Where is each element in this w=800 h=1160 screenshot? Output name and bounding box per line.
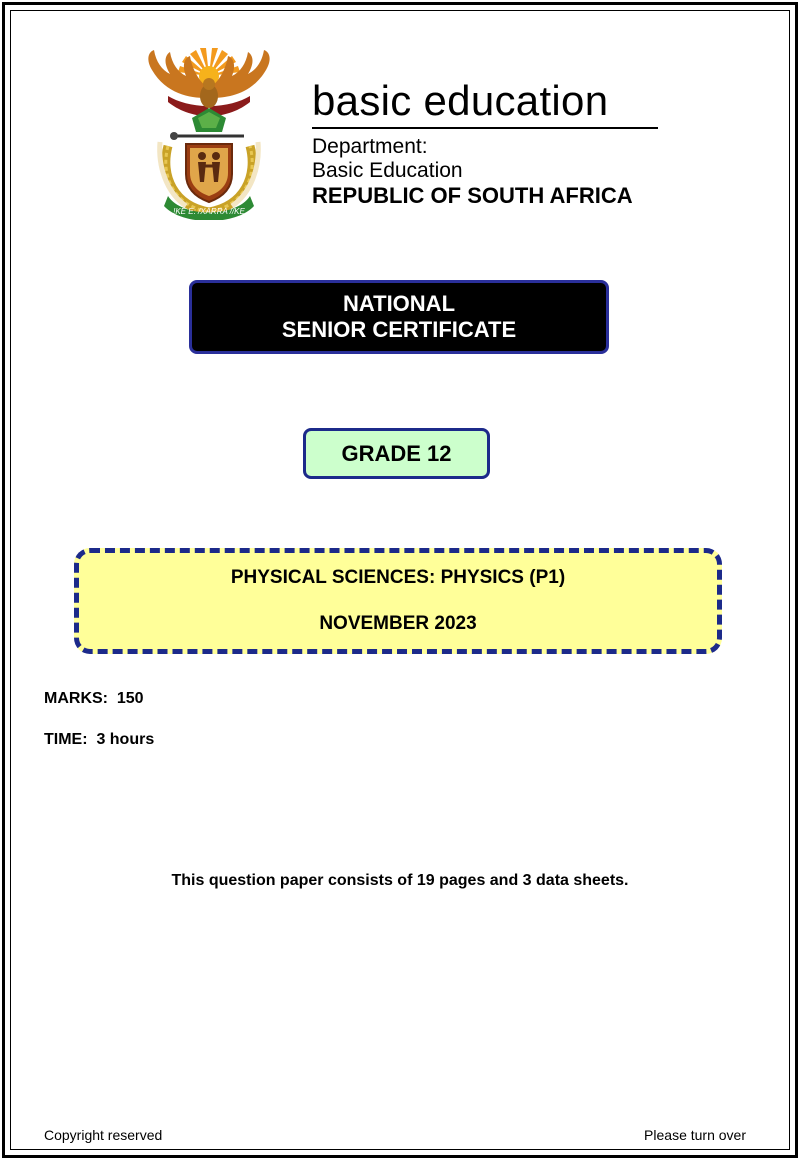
marks-total: MARKS: 150	[44, 690, 144, 707]
copyright-footer: Copyright reserved	[44, 1127, 163, 1143]
certificate-line-1: NATIONAL	[342, 291, 456, 316]
country-name: REPUBLIC OF SOUTH AFRICA	[312, 183, 633, 208]
exam-duration: TIME: 3 hours	[44, 731, 155, 748]
coat-of-arms-icon	[138, 46, 280, 220]
certificate-banner	[189, 280, 609, 354]
svg-text:!KE E: /XARRA //KE: !KE E: /XARRA //KE	[173, 207, 245, 216]
grade-label: GRADE 12	[341, 440, 452, 466]
turn-over-footer: Please turn over	[644, 1127, 746, 1143]
department-brand	[312, 78, 658, 209]
department-name: Basic Education	[312, 159, 463, 182]
brand-underline	[312, 127, 658, 129]
subject-title: PHYSICAL SCIENCES: PHYSICS (P1)	[230, 567, 566, 588]
department-label: Department:	[312, 135, 428, 158]
grade-badge	[303, 428, 490, 479]
certificate-line-2: SENIOR CERTIFICATE	[281, 317, 517, 342]
page-count-note: This question paper consists of 19 pages and 3 data sheets.	[171, 872, 629, 889]
brand-name: basic education	[312, 77, 609, 124]
exam-date: NOVEMBER 2023	[319, 613, 477, 634]
subject-panel	[74, 548, 722, 654]
